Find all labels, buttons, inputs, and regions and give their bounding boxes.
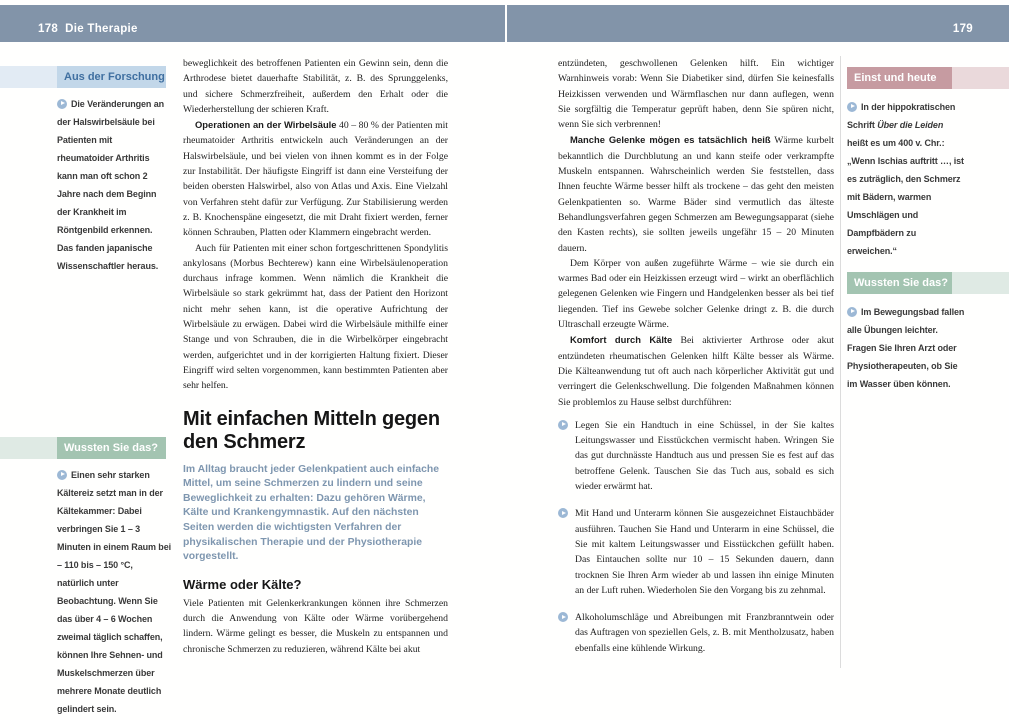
know-box-right-body	[847, 303, 966, 393]
intro-paragraph: Im Alltag braucht jeder Gelenkpatient auch einfache Mittel, um seine Schmerzen zu lindern und seine Beweglichkeit zu erhalten: Dazu gehören Wärme, Kälte und Krankengymnastik. Auf den nächsten Seiten werden die wichtigsten Verfahren der physikalischen Therapie und der Physiotherapie vorgestellt.	[183, 463, 439, 563]
know-box-left-body	[57, 466, 171, 718]
know-box-left-text: Einen sehr starken Kältereiz setzt man in der Kältekammer: Dabei verbringen Sie 1 – 3 Minuten in einem Raum bei – 110 bis – 150 °C, natürlich unter Beobachtung. Wenn Sie das über 4 – 6 Wochen zweimal täglich schaffen, können Ihre Sehnen- und Muskelschmerzen über mehrere Monate deutlich gelindert sein.	[57, 470, 172, 714]
main-column-left	[183, 56, 448, 657]
body-paragraph	[558, 132, 834, 255]
bullet-item	[558, 506, 834, 598]
research-box-title: Aus der Forschung	[57, 66, 166, 88]
circle-arrow-right-icon	[57, 470, 67, 480]
circle-arrow-right-icon	[847, 307, 857, 317]
history-box-body	[847, 98, 966, 260]
body-text: Wärme kurbelt bekanntlich die Durchblutung an und kann steife oder verkrampfte Muskeln entspannen. Wahrscheinlich werden Sie feststellen, dass Ihnen feuchte Wärme besser hilft als trockene – das geht den meisten Gelenkpatienten so. Warme Bäder sind vermutlich das älteste Behandlungsverfahren gegen Schmerzen am Bewegungsapparat (siehe den Kasten rechts), sie sollten jeweils ungefähr 15 – 20 Minuten dauern.	[558, 135, 834, 254]
body-paragraph	[558, 332, 834, 409]
page-header-right	[507, 5, 1009, 42]
bullet-text: Alkoholumschläge und Abreibungen mit Franzbranntwein oder das Auftragen von speziellen Gels, z. B. mit Mentholzusatz, haben ebenfalls eine kühlende Wirkung.	[575, 612, 834, 654]
body-paragraph: Auch für Patienten mit einer schon fortgeschrittenen Spondylitis ankylosans (Morbus Bechterew) kann eine Wirbelsäulenoperation durchaus infrage kommen. Wenn nämlich die Krankheit die Wirbelsäule so stark gekrümmt hat, dass der Patient den Horizont nicht mehr sehen kann, ist die operative Aufrichtung der Wirbelsäule zu erwägen. Dabei wird die Wirbelsäule mithilfe einer Stange und von Schrauben, die in die Wirbelkörper eingebracht werden, aufgerichtet und in der korrigierten Haltung fixiert. Dieser Eingriff wird selten vorgenommen, kann bestimmten Patienten aber sehr helfen.	[183, 242, 448, 392]
know-box-right-text: Im Bewegungsbad fallen alle Übungen leichter. Fragen Sie Ihren Arzt oder Physiotherapeuten, ob Sie im Wasser üben können.	[847, 307, 965, 389]
circle-arrow-right-icon	[558, 508, 568, 518]
body-text: 40 – 80 % der Patienten mit rheumatoider Arthritis entwickeln auch Veränderungen an der Halswirbelsäule, und bei vielen von ihnen kommt es in der Folge zur Instabilität. Der häufigste Eingriff ist dann eine Versteifung der beiden obersten Halswirbel, also von Atlas und Axis. Eine Vielzahl von Verfahren steht dafür zur Verfügung. Zur Stabilisierung werden z. B. Knochenspäne eingesetzt, die mit Draht fixiert werden, ferner können Schrauben, Platten oder Klammern eingebracht werden.	[183, 120, 448, 239]
history-box-header	[847, 67, 1009, 89]
know-box-left-title: Wussten Sie das?	[57, 437, 166, 459]
history-box-text-italic: Über die Leiden	[877, 120, 944, 130]
margin-divider-rule	[840, 56, 841, 668]
bullet-item	[558, 610, 834, 656]
research-box-header	[0, 66, 166, 88]
body-text: Bei aktivierter Arthrose oder akut entzündeten rheumatischen Gelenken hilft Kälte besser als Wärme. Die Kälteanwendung tut oft auch nach körperlicher Aktivität gut und verringert die Gelenkschwellung. Die folgenden Maßnahmen können Sie problemlos zu Hause selbst durchführen:	[558, 335, 834, 408]
bullet-text: Legen Sie ein Handtuch in eine Schüssel, in der Sie kaltes Leitungswasser und Eisstückchen vermischt haben. Wringen Sie das gut durchnässte Handtuch aus und pressen Sie es fest auf das betroffene Gelenk. Tauschen Sie das Tuch aus, sobald es sich wieder erwärmt hat.	[575, 419, 834, 493]
history-box-text: In der hippokratischen Schrift	[847, 102, 956, 130]
runin-heading: Komfort durch Kälte	[570, 334, 673, 346]
research-box-body	[57, 95, 169, 275]
page-header-left	[0, 5, 505, 42]
chapter-heading: Mit einfachen Mitteln gegen den Schmerz	[183, 407, 440, 453]
main-column-right	[558, 56, 834, 668]
body-paragraph: beweglichkeit des betroffenen Patienten ein Gewinn sein, denn die Arthrodese bietet dauerhafte Stabilität, z. B. des Sprunggelenks, und sichere Schmerzfreiheit, außerdem den Erhalt oder die Wiederherstellung der schieren Kraft.	[183, 58, 448, 115]
bullet-list	[558, 418, 834, 656]
history-box-title: Einst und heute	[847, 67, 952, 89]
body-paragraph: Viele Patienten mit Gelenkerkrankungen können ihre Schmerzen durch die Anwendung von Kälte oder Wärme vorübergehend lindern. Wärme gelingt es besser, die Muskeln zu entspannen und chronische Schmerzen zu reduzieren, während Kälte bei akut	[183, 597, 448, 655]
circle-arrow-right-icon	[558, 612, 568, 622]
body-paragraph	[183, 117, 448, 240]
circle-arrow-right-icon	[558, 420, 568, 430]
history-box-text: heißt es um 400 v. Chr.: „Wenn Ischias auftritt …, ist es zuträglich, den Schmerz mit Bädern, warmen Umschlägen und Dampfbädern zu erweichen.“	[847, 138, 964, 256]
research-box-text: Die Veränderungen an der Halswirbelsäule bei Patienten mit rheumatoider Arthritis kann man oft schon 2 Jahre nach dem Beginn der Krankheit im Röntgenbild erkennen. Das fanden japanische Wissenschaftler heraus.	[57, 99, 165, 271]
sub-heading: Wärme oder Kälte?	[183, 576, 302, 592]
runin-heading: Manche Gelenke mögen es tatsächlich heiß	[570, 134, 771, 146]
body-paragraph: entzündeten, geschwollenen Gelenken hilft. Ein wichtiger Warnhinweis vorab: Wenn Sie Diabetiker sind, dürfen Sie keinesfalls Heizkissen verwenden und Wärmflaschen nur dann auflegen, wenn Sie sorgfältig die Temperatur geprüft haben, denn Sie spüren nicht, wenn Sie sich verbrennen!	[558, 58, 834, 131]
section-title: Die Therapie	[65, 23, 138, 35]
know-box-right-header	[847, 272, 1009, 294]
bullet-item	[558, 418, 834, 494]
runin-heading: Operationen an der Wirbelsäule	[195, 119, 337, 131]
circle-arrow-right-icon	[847, 102, 857, 112]
know-box-left-header	[0, 437, 166, 459]
body-paragraph: Dem Körper von außen zugeführte Wärme – wie sie durch ein warmes Bad oder ein Heizkissen erzeugt wird – wirkt an oberflächlich gelegenen Gelenken wie Fingern und Handgelenken besser als bei tief liegenden. Tief ins Gewebe solcher Gelenke dringt z. B. die durch Ultraschall erzeugte Wärme.	[558, 257, 834, 331]
know-box-right-title: Wussten Sie das?	[847, 272, 952, 294]
circle-arrow-right-icon	[57, 99, 67, 109]
page-number-right: 179	[952, 23, 973, 35]
page-number-left: 178	[38, 23, 59, 35]
bullet-text: Mit Hand und Unterarm können Sie ausgezeichnet Eistauchbäder ausführen. Tauchen Sie Hand und Unterarm in eine Schüssel, die Sie mit kaltem Leitungswasser und Eisstückchen gefüllt haben. Das Eintauchen sollte nur 10 – 15 Sekunden dauern, dann trocknen Sie Ihren Arm wieder ab und lassen ihn einige Minuten an der Luft ruhen. Wiederholen Sie den Vorgang bis zu zehnmal.	[575, 508, 834, 596]
